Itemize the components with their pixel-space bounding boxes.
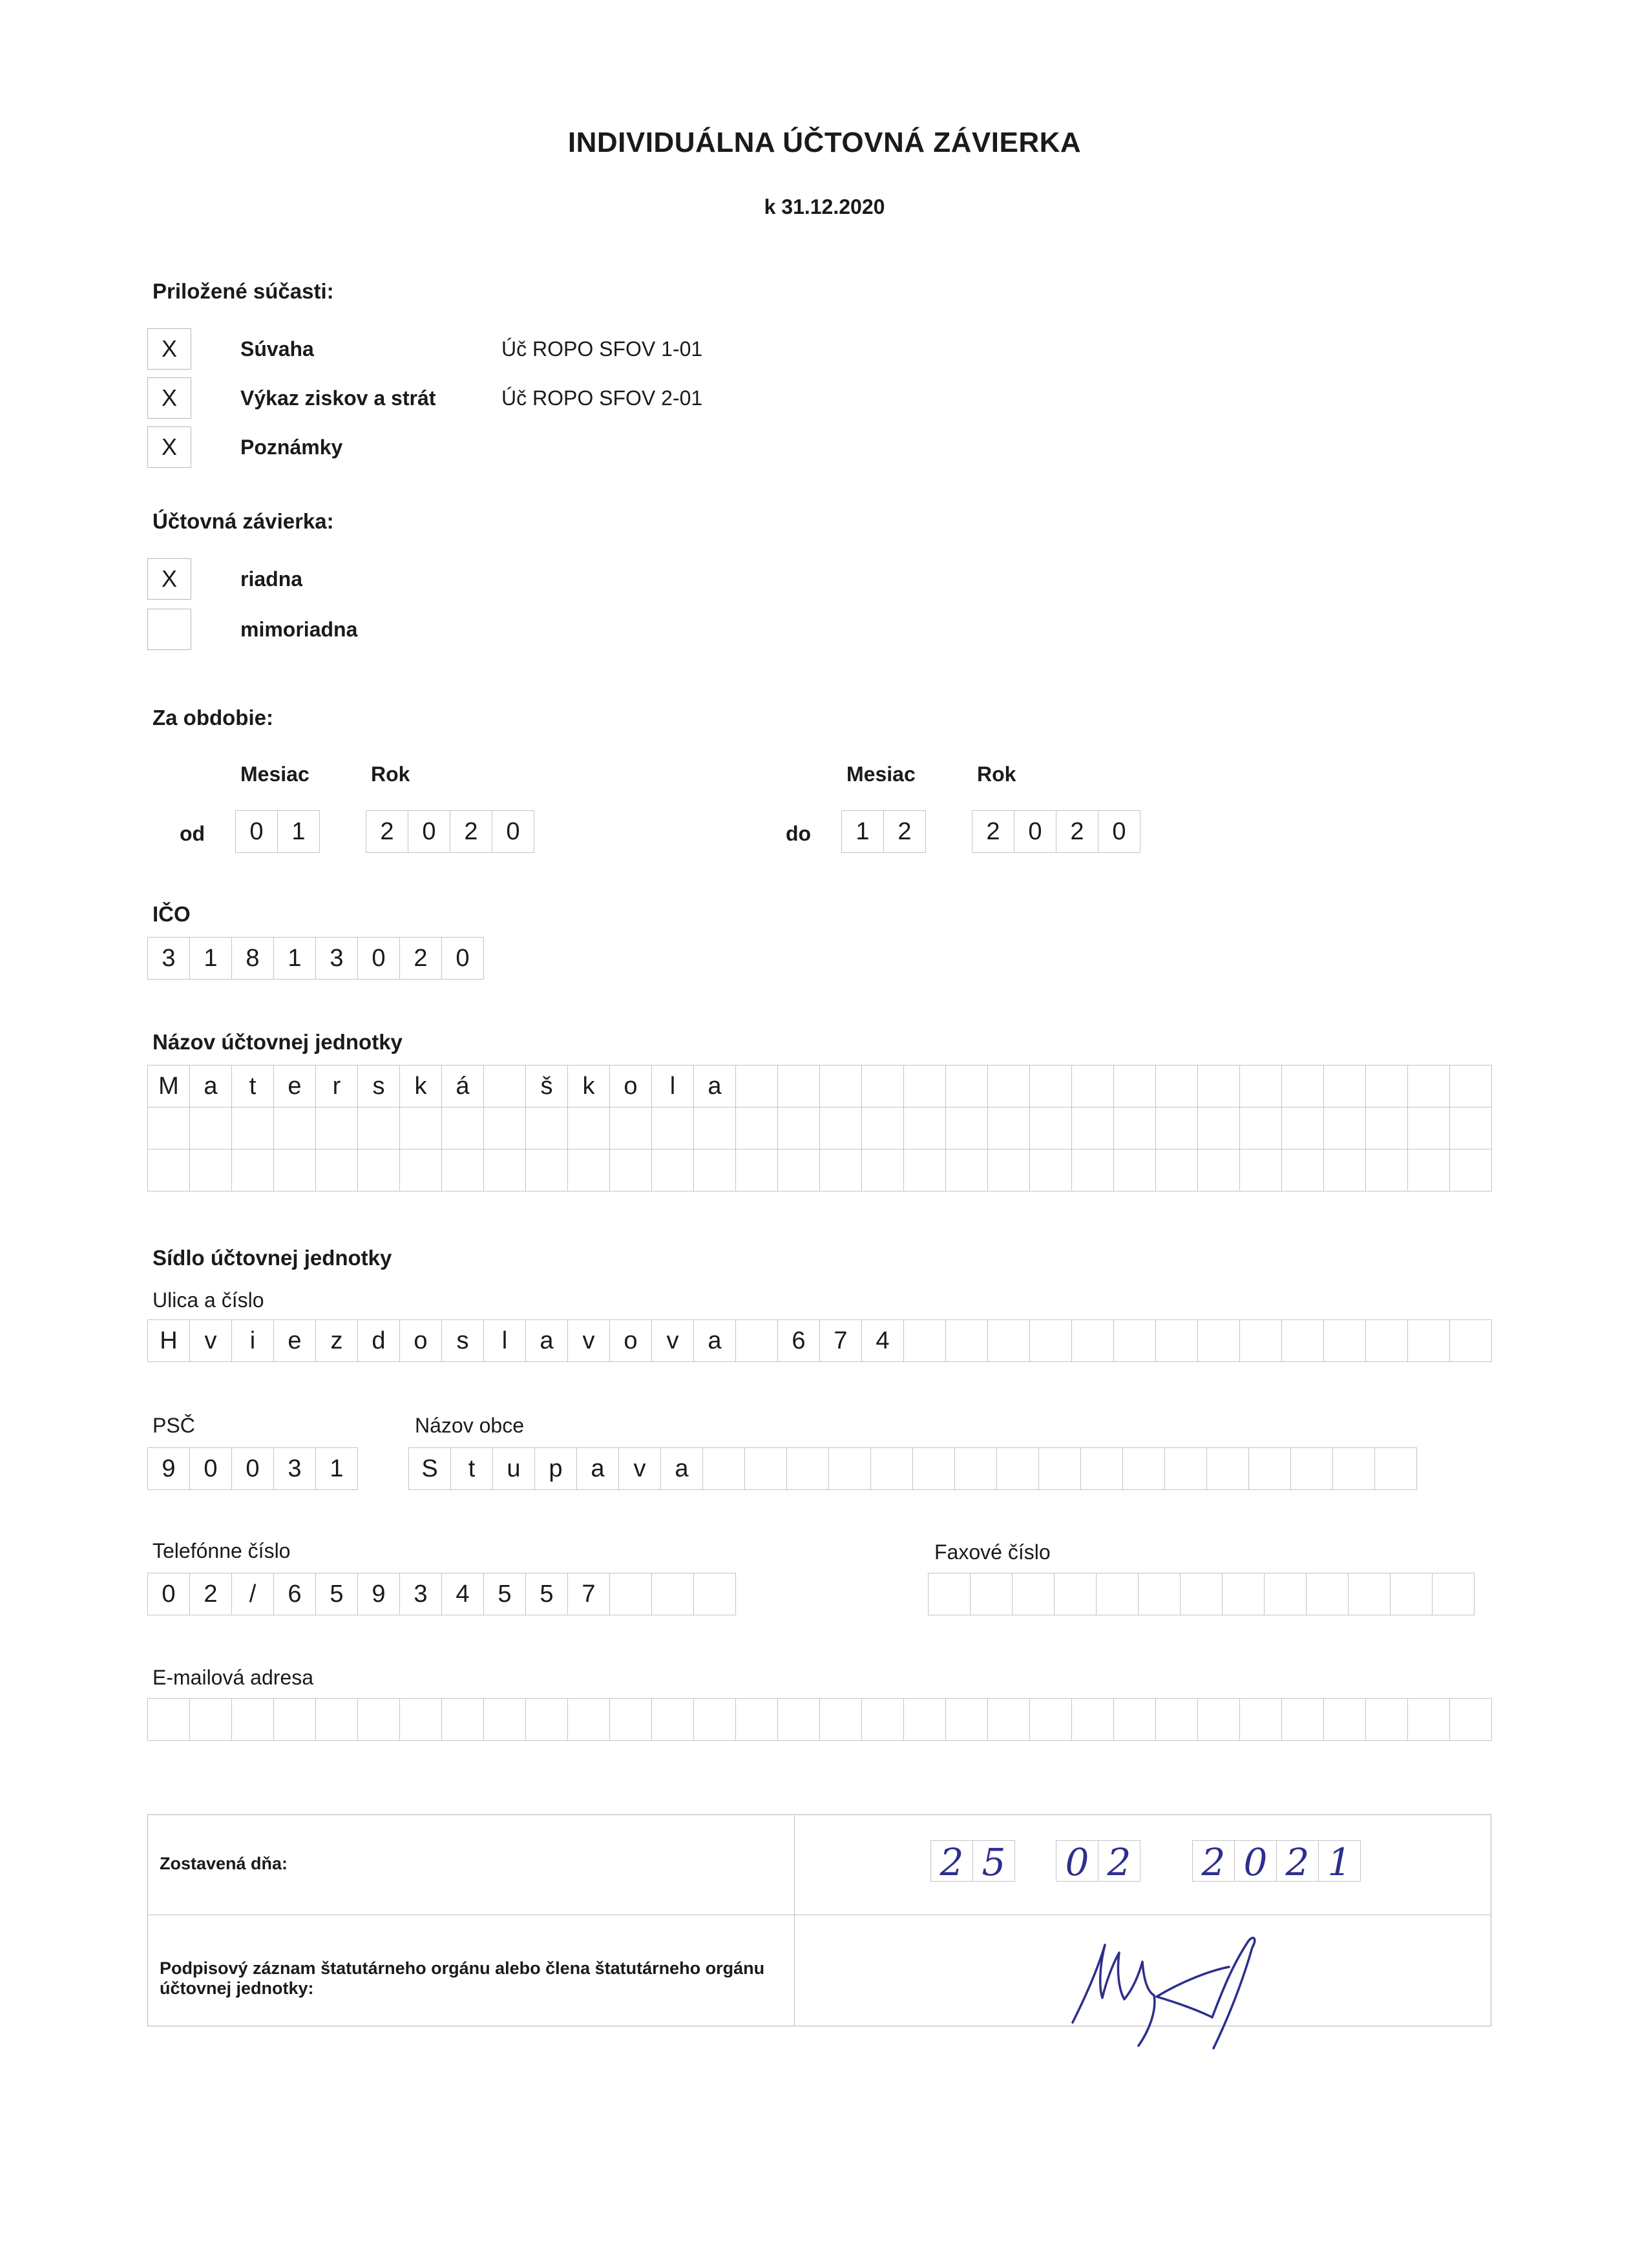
unit-name-cell[interactable]: l <box>651 1065 694 1108</box>
email-cell[interactable] <box>357 1698 400 1741</box>
city-cell[interactable]: a <box>576 1447 619 1490</box>
street-cell[interactable]: H <box>147 1319 190 1362</box>
street-cell[interactable] <box>1155 1319 1198 1362</box>
phone-label: Telefónne číslo <box>152 1539 291 1562</box>
psc-cell[interactable]: 3 <box>273 1447 316 1490</box>
fax-cell[interactable] <box>1264 1573 1307 1615</box>
unit-name-cell[interactable] <box>1197 1149 1240 1192</box>
period-from-year-label: Rok <box>371 762 410 786</box>
city-cell[interactable]: a <box>660 1447 703 1490</box>
email-cell[interactable] <box>483 1698 526 1741</box>
unit-name-cell[interactable] <box>357 1149 400 1192</box>
fax-cell[interactable] <box>1390 1573 1433 1615</box>
ico-field[interactable] <box>147 937 484 980</box>
page-subtitle: k 31.12.2020 <box>764 195 885 218</box>
attachment-label-vykaz: Výkaz ziskov a strát <box>240 386 436 410</box>
unit-name-cell[interactable] <box>1323 1107 1366 1150</box>
unit-name-cell[interactable] <box>1113 1065 1156 1108</box>
email-cell[interactable] <box>1323 1698 1366 1741</box>
street-cell[interactable]: o <box>399 1319 442 1362</box>
fax-cell[interactable] <box>1432 1573 1475 1615</box>
city-cell[interactable] <box>1248 1447 1291 1490</box>
street-cell[interactable]: v <box>189 1319 232 1362</box>
unit-name-cell[interactable] <box>819 1107 862 1150</box>
email-cell[interactable] <box>693 1698 736 1741</box>
unit-name-cell[interactable]: š <box>525 1065 568 1108</box>
street-field[interactable] <box>147 1319 1492 1362</box>
period-to-month[interactable] <box>841 810 926 853</box>
unit-name-cell[interactable] <box>483 1065 526 1108</box>
period-from-month-cell[interactable]: 0 <box>235 810 278 853</box>
closing-type-heading: Účtovná závierka: <box>152 509 334 533</box>
unit-name-cell[interactable] <box>651 1107 694 1150</box>
unit-name-cell[interactable] <box>1029 1149 1072 1192</box>
fax-cell[interactable] <box>928 1573 971 1615</box>
unit-name-cell[interactable] <box>1449 1065 1492 1108</box>
street-cell[interactable]: a <box>525 1319 568 1362</box>
closing-checkbox-riadna[interactable]: X <box>147 558 191 600</box>
attachment-label-suvaha: Súvaha <box>240 337 314 361</box>
fax-label: Faxové číslo <box>934 1540 1051 1564</box>
email-cell[interactable] <box>609 1698 652 1741</box>
period-from-month-cell[interactable]: 1 <box>277 810 320 853</box>
ico-cell[interactable]: 0 <box>357 937 400 980</box>
phone-cell[interactable]: 6 <box>273 1573 316 1615</box>
unit-name-row-2[interactable] <box>147 1107 1492 1150</box>
unit-name-cell[interactable] <box>609 1149 652 1192</box>
street-cell[interactable] <box>1365 1319 1408 1362</box>
psc-label: PSČ <box>152 1414 195 1437</box>
city-cell[interactable] <box>1332 1447 1375 1490</box>
psc-cell[interactable]: 9 <box>147 1447 190 1490</box>
unit-name-cell[interactable] <box>1239 1107 1282 1150</box>
unit-name-cell[interactable] <box>567 1149 610 1192</box>
city-cell[interactable] <box>828 1447 871 1490</box>
unit-name-cell[interactable] <box>1071 1065 1114 1108</box>
city-cell[interactable] <box>1290 1447 1333 1490</box>
unit-name-cell[interactable] <box>1239 1149 1282 1192</box>
unit-name-cell[interactable] <box>567 1107 610 1150</box>
unit-name-cell[interactable] <box>903 1149 946 1192</box>
unit-name-cell[interactable] <box>189 1149 232 1192</box>
period-from-year-cell[interactable]: 2 <box>450 810 492 853</box>
unit-name-cell[interactable] <box>357 1107 400 1150</box>
unit-name-cell[interactable] <box>273 1149 316 1192</box>
period-heading: Za obdobie: <box>152 706 273 730</box>
email-cell[interactable] <box>1197 1698 1240 1741</box>
unit-name-cell[interactable] <box>399 1107 442 1150</box>
page-title: INDIVIDUÁLNA ÚČTOVNÁ ZÁVIERKA <box>567 127 1082 158</box>
unit-name-cell[interactable]: o <box>609 1065 652 1108</box>
street-cell[interactable]: 6 <box>777 1319 820 1362</box>
unit-name-cell[interactable] <box>1029 1065 1072 1108</box>
email-cell[interactable] <box>819 1698 862 1741</box>
street-cell[interactable] <box>735 1319 778 1362</box>
ico-cell[interactable]: 0 <box>441 937 484 980</box>
street-cell[interactable] <box>1281 1319 1324 1362</box>
phone-cell[interactable]: 7 <box>567 1573 610 1615</box>
street-cell[interactable]: 7 <box>819 1319 862 1362</box>
unit-name-cell[interactable]: s <box>357 1065 400 1108</box>
compiled-year-cell[interactable]: 0 <box>1234 1840 1277 1882</box>
period-to-month-cell[interactable]: 1 <box>841 810 884 853</box>
unit-name-row-1[interactable] <box>147 1065 1492 1108</box>
psc-cell[interactable]: 1 <box>315 1447 358 1490</box>
unit-name-cell[interactable] <box>483 1107 526 1150</box>
street-cell[interactable]: v <box>651 1319 694 1362</box>
psc-cell[interactable]: 0 <box>231 1447 274 1490</box>
unit-name-cell[interactable] <box>1407 1065 1450 1108</box>
period-to-year-cell[interactable]: 0 <box>1014 810 1056 853</box>
email-field[interactable] <box>147 1698 1492 1741</box>
street-cell[interactable] <box>1239 1319 1282 1362</box>
fax-cell[interactable] <box>1222 1573 1265 1615</box>
unit-name-cell[interactable] <box>1281 1107 1324 1150</box>
city-cell[interactable]: u <box>492 1447 535 1490</box>
email-cell[interactable] <box>231 1698 274 1741</box>
city-cell[interactable] <box>1206 1447 1249 1490</box>
period-to-label: do <box>786 822 812 845</box>
email-cell[interactable] <box>315 1698 358 1741</box>
compiled-year-cell[interactable]: 2 <box>1192 1840 1235 1882</box>
street-cell[interactable] <box>1197 1319 1240 1362</box>
unit-name-cell[interactable] <box>945 1149 988 1192</box>
ico-cell[interactable]: 3 <box>147 937 190 980</box>
unit-name-cell[interactable] <box>1071 1107 1114 1150</box>
city-cell[interactable]: v <box>618 1447 661 1490</box>
street-cell[interactable]: i <box>231 1319 274 1362</box>
email-cell[interactable] <box>1155 1698 1198 1741</box>
city-field[interactable] <box>408 1447 1417 1490</box>
unit-name-cell[interactable]: k <box>567 1065 610 1108</box>
unit-name-cell[interactable] <box>147 1149 190 1192</box>
email-cell[interactable] <box>189 1698 232 1741</box>
unit-name-cell[interactable] <box>777 1065 820 1108</box>
email-cell[interactable] <box>147 1698 190 1741</box>
email-cell[interactable] <box>735 1698 778 1741</box>
phone-cell[interactable]: 5 <box>525 1573 568 1615</box>
unit-name-cell[interactable] <box>819 1149 862 1192</box>
closing-checkbox-mimoriadna[interactable] <box>147 609 191 650</box>
ico-cell[interactable]: 1 <box>273 937 316 980</box>
unit-name-cell[interactable] <box>735 1149 778 1192</box>
email-cell[interactable] <box>567 1698 610 1741</box>
email-cell[interactable] <box>651 1698 694 1741</box>
unit-name-cell[interactable]: a <box>693 1065 736 1108</box>
ico-cell[interactable]: 8 <box>231 937 274 980</box>
period-from-label: od <box>180 822 205 845</box>
unit-name-cell[interactable] <box>903 1107 946 1150</box>
street-cell[interactable] <box>945 1319 988 1362</box>
phone-field[interactable] <box>147 1573 736 1615</box>
unit-name-cell[interactable]: t <box>231 1065 274 1108</box>
unit-name-cell[interactable] <box>1113 1149 1156 1192</box>
fax-cell[interactable] <box>1012 1573 1055 1615</box>
period-from-year-cell[interactable]: 0 <box>492 810 534 853</box>
unit-name-cell[interactable] <box>1239 1065 1282 1108</box>
unit-name-cell[interactable] <box>861 1149 904 1192</box>
street-cell[interactable] <box>1071 1319 1114 1362</box>
unit-name-cell[interactable]: a <box>189 1065 232 1108</box>
attachment-code-vykaz: Úč ROPO SFOV 2-01 <box>501 386 703 410</box>
unit-name-cell[interactable] <box>1449 1107 1492 1150</box>
email-cell[interactable] <box>525 1698 568 1741</box>
attachment-checkbox-vykaz[interactable]: X <box>147 377 191 419</box>
closing-label-riadna: riadna <box>240 567 303 591</box>
unit-name-cell[interactable] <box>693 1149 736 1192</box>
street-cell[interactable]: o <box>609 1319 652 1362</box>
unit-name-cell[interactable] <box>1029 1107 1072 1150</box>
unit-name-cell[interactable]: k <box>399 1065 442 1108</box>
street-cell[interactable]: e <box>273 1319 316 1362</box>
unit-name-cell[interactable] <box>1197 1107 1240 1150</box>
unit-name-cell[interactable] <box>231 1107 274 1150</box>
ico-cell[interactable]: 2 <box>399 937 442 980</box>
compiled-year-cell[interactable]: 1 <box>1318 1840 1361 1882</box>
city-cell[interactable] <box>1122 1447 1165 1490</box>
period-from-year[interactable] <box>366 810 534 853</box>
unit-name-cell[interactable] <box>315 1107 358 1150</box>
street-cell[interactable]: s <box>441 1319 484 1362</box>
email-cell[interactable] <box>777 1698 820 1741</box>
email-cell[interactable] <box>945 1698 988 1741</box>
period-to-month-label: Mesiac <box>846 762 916 786</box>
fax-cell[interactable] <box>1054 1573 1097 1615</box>
unit-name-cell[interactable] <box>1155 1107 1198 1150</box>
city-cell[interactable] <box>1164 1447 1207 1490</box>
unit-name-cell[interactable] <box>441 1149 484 1192</box>
street-cell[interactable] <box>987 1319 1030 1362</box>
ico-cell[interactable]: 3 <box>315 937 358 980</box>
unit-name-cell[interactable] <box>1155 1149 1198 1192</box>
psc-cell[interactable]: 0 <box>189 1447 232 1490</box>
ico-label: IČO <box>152 902 191 926</box>
ico-cell[interactable]: 1 <box>189 937 232 980</box>
unit-name-cell[interactable] <box>525 1149 568 1192</box>
unit-name-cell[interactable]: r <box>315 1065 358 1108</box>
unit-name-cell[interactable] <box>777 1107 820 1150</box>
email-cell[interactable] <box>1407 1698 1450 1741</box>
phone-cell[interactable]: 5 <box>315 1573 358 1615</box>
compiled-day-cell[interactable]: 2 <box>930 1840 973 1882</box>
sign-label: Podpisový záznam štatutárneho orgánu alebo člena štatutárneho orgánu účtovnej jednotky: <box>160 1958 765 1998</box>
email-cell[interactable] <box>1239 1698 1282 1741</box>
unit-name-cell[interactable] <box>777 1149 820 1192</box>
unit-name-cell[interactable] <box>735 1107 778 1150</box>
unit-name-cell[interactable] <box>651 1149 694 1192</box>
compiled-month-cell[interactable]: 2 <box>1098 1840 1140 1882</box>
fax-field[interactable] <box>928 1573 1475 1615</box>
street-cell[interactable]: v <box>567 1319 610 1362</box>
unit-name-cell[interactable] <box>399 1149 442 1192</box>
phone-cell[interactable] <box>651 1573 694 1615</box>
signature-table-divider <box>794 1815 795 2026</box>
city-cell[interactable] <box>1080 1447 1123 1490</box>
psc-field[interactable] <box>147 1447 358 1490</box>
phone-cell[interactable]: / <box>231 1573 274 1615</box>
compiled-month-cell[interactable]: 0 <box>1056 1840 1098 1882</box>
street-cell[interactable] <box>1029 1319 1072 1362</box>
unit-name-cell[interactable] <box>441 1107 484 1150</box>
unit-name-cell[interactable] <box>1281 1065 1324 1108</box>
period-from-year-cell[interactable]: 2 <box>366 810 408 853</box>
period-to-year-cell[interactable]: 2 <box>1056 810 1098 853</box>
period-to-year-label: Rok <box>977 762 1016 786</box>
fax-cell[interactable] <box>1096 1573 1139 1615</box>
street-cell[interactable] <box>1113 1319 1156 1362</box>
unit-name-label: Názov účtovnej jednotky <box>152 1030 403 1054</box>
unit-name-cell[interactable] <box>1407 1149 1450 1192</box>
phone-cell[interactable]: 4 <box>441 1573 484 1615</box>
unit-name-cell[interactable]: e <box>273 1065 316 1108</box>
phone-cell[interactable]: 0 <box>147 1573 190 1615</box>
fax-cell[interactable] <box>1348 1573 1391 1615</box>
unit-name-cell[interactable] <box>231 1149 274 1192</box>
fax-cell[interactable] <box>970 1573 1013 1615</box>
email-cell[interactable] <box>1029 1698 1072 1741</box>
unit-name-cell[interactable] <box>1365 1065 1408 1108</box>
email-cell[interactable] <box>987 1698 1030 1741</box>
unit-name-cell[interactable] <box>693 1107 736 1150</box>
compiled-year-cell[interactable]: 2 <box>1276 1840 1319 1882</box>
attachments-heading: Priložené súčasti: <box>152 279 334 303</box>
fax-cell[interactable] <box>1180 1573 1223 1615</box>
unit-name-cell[interactable]: á <box>441 1065 484 1108</box>
unit-name-cell[interactable] <box>483 1149 526 1192</box>
fax-cell[interactable] <box>1138 1573 1181 1615</box>
unit-name-cell[interactable] <box>987 1149 1030 1192</box>
attachment-code-suvaha: Úč ROPO SFOV 1-01 <box>501 337 703 361</box>
unit-name-cell[interactable] <box>861 1065 904 1108</box>
unit-name-cell[interactable] <box>147 1107 190 1150</box>
phone-cell[interactable]: 3 <box>399 1573 442 1615</box>
city-cell[interactable] <box>996 1447 1039 1490</box>
attachment-checkbox-poznamky[interactable]: X <box>147 426 191 468</box>
period-to-year[interactable] <box>972 810 1140 853</box>
city-cell[interactable] <box>870 1447 913 1490</box>
attachment-checkbox-suvaha[interactable]: X <box>147 328 191 370</box>
phone-cell[interactable]: 5 <box>483 1573 526 1615</box>
city-cell[interactable] <box>1038 1447 1081 1490</box>
period-to-month-cell[interactable]: 2 <box>883 810 926 853</box>
street-cell[interactable] <box>1323 1319 1366 1362</box>
email-cell[interactable] <box>441 1698 484 1741</box>
closing-label-mimoriadna: mimoriadna <box>240 618 358 641</box>
unit-name-cell[interactable] <box>609 1107 652 1150</box>
city-cell[interactable] <box>1374 1447 1417 1490</box>
unit-name-cell[interactable] <box>525 1107 568 1150</box>
unit-name-cell[interactable] <box>987 1065 1030 1108</box>
unit-name-cell[interactable] <box>1197 1065 1240 1108</box>
city-cell[interactable] <box>954 1447 997 1490</box>
unit-name-row-3[interactable] <box>147 1149 1492 1192</box>
compiled-label: Zostavená dňa: <box>160 1854 288 1873</box>
email-cell[interactable] <box>1365 1698 1408 1741</box>
unit-name-cell[interactable] <box>945 1065 988 1108</box>
unit-name-cell[interactable] <box>819 1065 862 1108</box>
unit-name-cell[interactable] <box>189 1107 232 1150</box>
attachment-label-poznamky: Poznámky <box>240 436 343 459</box>
period-from-month-label: Mesiac <box>240 762 310 786</box>
email-cell[interactable] <box>273 1698 316 1741</box>
unit-name-cell[interactable] <box>1155 1065 1198 1108</box>
unit-name-cell[interactable] <box>945 1107 988 1150</box>
street-cell[interactable]: 4 <box>861 1319 904 1362</box>
seat-heading: Sídlo účtovnej jednotky <box>152 1246 392 1270</box>
unit-name-cell[interactable] <box>1281 1149 1324 1192</box>
unit-name-cell[interactable] <box>1365 1149 1408 1192</box>
signature-scribble <box>1060 1919 1331 2061</box>
street-cell[interactable] <box>1449 1319 1492 1362</box>
unit-name-cell[interactable] <box>1113 1107 1156 1150</box>
city-cell[interactable] <box>744 1447 787 1490</box>
fax-cell[interactable] <box>1306 1573 1349 1615</box>
unit-name-cell[interactable] <box>1071 1149 1114 1192</box>
email-cell[interactable] <box>1449 1698 1492 1741</box>
phone-cell[interactable]: 9 <box>357 1573 400 1615</box>
phone-cell[interactable] <box>609 1573 652 1615</box>
street-cell[interactable]: l <box>483 1319 526 1362</box>
unit-name-cell[interactable] <box>1449 1149 1492 1192</box>
city-label: Názov obce <box>415 1414 524 1437</box>
period-to-year-cell[interactable]: 2 <box>972 810 1014 853</box>
compiled-day-cell[interactable]: 5 <box>972 1840 1015 1882</box>
email-label: E-mailová adresa <box>152 1666 313 1689</box>
city-cell[interactable]: p <box>534 1447 577 1490</box>
email-cell[interactable] <box>861 1698 904 1741</box>
unit-name-cell[interactable]: M <box>147 1065 190 1108</box>
phone-cell[interactable] <box>693 1573 736 1615</box>
unit-name-cell[interactable] <box>987 1107 1030 1150</box>
city-cell[interactable] <box>702 1447 745 1490</box>
unit-name-cell[interactable] <box>735 1065 778 1108</box>
unit-name-cell[interactable] <box>1365 1107 1408 1150</box>
street-cell[interactable]: z <box>315 1319 358 1362</box>
email-cell[interactable] <box>1113 1698 1156 1741</box>
city-cell[interactable] <box>912 1447 955 1490</box>
city-cell[interactable] <box>786 1447 829 1490</box>
period-to-year-cell[interactable]: 0 <box>1098 810 1140 853</box>
phone-cell[interactable]: 2 <box>189 1573 232 1615</box>
unit-name-cell[interactable] <box>273 1107 316 1150</box>
street-cell[interactable]: a <box>693 1319 736 1362</box>
period-from-year-cell[interactable]: 0 <box>408 810 450 853</box>
city-cell[interactable]: t <box>450 1447 493 1490</box>
period-from-month[interactable] <box>235 810 320 853</box>
email-cell[interactable] <box>399 1698 442 1741</box>
email-cell[interactable] <box>1281 1698 1324 1741</box>
unit-name-cell[interactable] <box>315 1149 358 1192</box>
city-cell[interactable]: S <box>408 1447 451 1490</box>
street-cell[interactable]: d <box>357 1319 400 1362</box>
email-cell[interactable] <box>1071 1698 1114 1741</box>
street-cell[interactable] <box>1407 1319 1450 1362</box>
unit-name-cell[interactable] <box>1323 1149 1366 1192</box>
street-cell[interactable] <box>903 1319 946 1362</box>
street-label: Ulica a číslo <box>152 1288 264 1312</box>
unit-name-cell[interactable] <box>861 1107 904 1150</box>
email-cell[interactable] <box>903 1698 946 1741</box>
unit-name-cell[interactable] <box>1407 1107 1450 1150</box>
unit-name-cell[interactable] <box>1323 1065 1366 1108</box>
unit-name-cell[interactable] <box>903 1065 946 1108</box>
